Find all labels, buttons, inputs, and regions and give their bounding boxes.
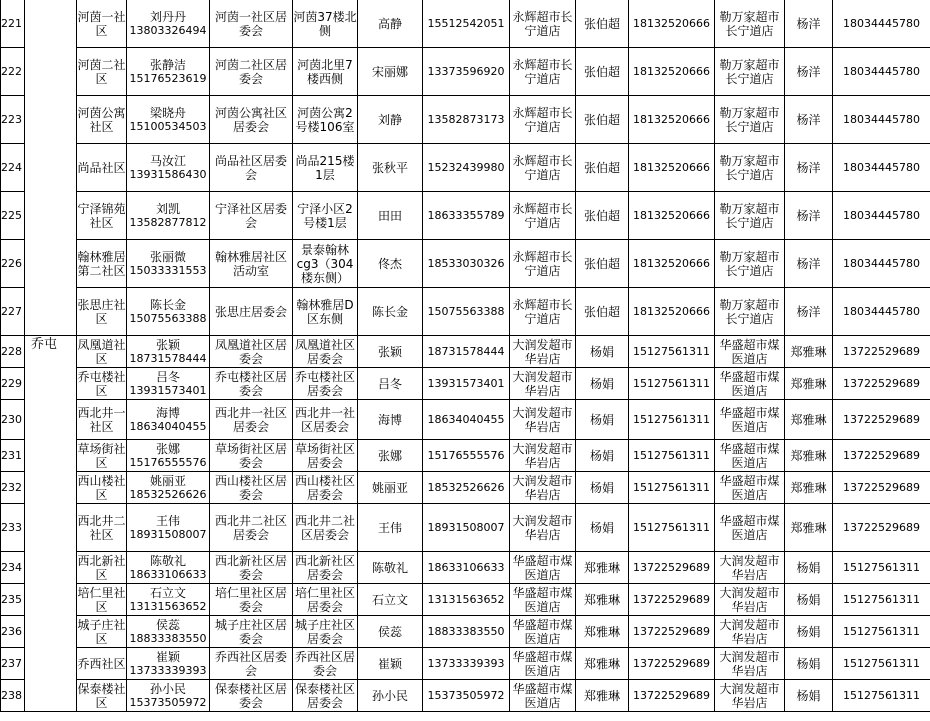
store-b: 勒万家超市长宁道店 [715, 96, 785, 144]
community-name: 河茵公寓社区 [77, 96, 127, 144]
community-name: 草场街社区 [77, 441, 126, 470]
manager-a: 郑雅琳 [576, 648, 629, 680]
manager-b: 郑雅琳 [785, 504, 833, 552]
manager-a: 张伯超 [576, 96, 629, 144]
manager-b: 杨娟 [785, 552, 833, 584]
community-head [127, 616, 210, 648]
head-name: 马汝江 [149, 153, 186, 168]
row-number: 227 [1, 288, 25, 336]
community-head [127, 0, 210, 48]
table-row [1, 648, 930, 680]
contact-phone: 18833383550 [423, 616, 510, 648]
manager-a: 郑雅琳 [576, 680, 629, 712]
contact-name: 石立文 [358, 584, 423, 616]
head-phone: 18731578444 [129, 351, 207, 365]
community-name: 西北新社区 [77, 553, 126, 582]
manager-a-phone: 18132520666 [629, 288, 715, 336]
community-head [127, 440, 210, 472]
store-b: 勒万家超市长宁道店 [715, 288, 785, 336]
store-b: 大润发超市华岩店 [715, 648, 785, 680]
manager-b-phone: 18034445780 [833, 96, 930, 144]
store-b: 大润发超市华岩店 [715, 616, 785, 648]
manager-a: 张伯超 [576, 144, 629, 192]
manager-a: 张伯超 [576, 48, 629, 96]
store-b: 华盛超市煤医道店 [715, 368, 785, 400]
community-head [127, 336, 210, 368]
contact-name: 吕冬 [358, 368, 423, 400]
manager-b-phone: 18034445780 [833, 288, 930, 336]
head-name: 王伟 [155, 513, 180, 528]
manager-a: 杨娟 [576, 504, 629, 552]
store-a: 大润发超市华岩店 [510, 368, 576, 400]
community-name: 张思庄社区 [77, 288, 127, 336]
committee-office: 西北井一社区居委会 [210, 400, 293, 440]
store-a: 华盛超市煤医道店 [510, 680, 576, 712]
head-name: 张丽微 [149, 249, 186, 264]
manager-b-phone: 15127561311 [833, 584, 930, 616]
store-b: 华盛超市煤医道店 [715, 440, 785, 472]
manager-b: 郑雅琳 [785, 472, 833, 504]
contact-phone: 18634040455 [423, 400, 510, 440]
head-phone: 18633106633 [129, 567, 207, 581]
table-row [1, 400, 930, 440]
row-number: 226 [1, 240, 25, 288]
contact-phone: 18532526626 [423, 472, 510, 504]
manager-a-phone: 13722529689 [629, 584, 715, 616]
contact-name: 张颖 [358, 336, 423, 368]
head-name: 侯蕊 [155, 617, 180, 632]
store-b: 华盛超市煤医道店 [715, 336, 785, 368]
manager-a-phone: 15127561311 [629, 368, 715, 400]
row-number: 238 [1, 680, 25, 712]
community-head [127, 368, 210, 400]
contact-name: 侯蕊 [358, 616, 423, 648]
manager-a-phone: 15127561311 [629, 336, 715, 368]
committee-office: 保泰楼社区居委会 [210, 680, 293, 712]
district-name: 乔屯 [25, 336, 77, 712]
community-name: 培仁里社区 [77, 585, 126, 614]
manager-a: 杨娟 [576, 472, 629, 504]
distribution-site: 河茵37楼北侧 [293, 0, 358, 48]
community-name: 西北井一社区 [77, 400, 127, 440]
store-b: 勒万家超市长宁道店 [715, 240, 785, 288]
manager-a: 郑雅琳 [576, 584, 629, 616]
row-number: 222 [1, 48, 25, 96]
community-name: 西北井二社区 [77, 504, 127, 552]
manager-a-phone: 13722529689 [629, 616, 715, 648]
committee-office: 西北新社区居委会 [210, 552, 293, 584]
store-a: 永辉超市长宁道店 [510, 288, 576, 336]
community-head [127, 96, 210, 144]
contact-name: 陈长金 [358, 288, 423, 336]
manager-b: 杨洋 [785, 192, 833, 240]
committee-office: 翰林雅居社区活动室 [210, 240, 293, 288]
distribution-site: 翰林雅居D区东侧 [293, 288, 358, 336]
store-b: 勒万家超市长宁道店 [715, 48, 785, 96]
head-phone: 13803326494 [129, 23, 207, 37]
head-name: 张颖 [155, 337, 180, 352]
contact-phone: 13373596920 [423, 48, 510, 96]
manager-a: 杨娟 [576, 440, 629, 472]
community-name: 河茵二社区 [77, 48, 127, 96]
manager-a: 杨娟 [576, 368, 629, 400]
manager-b: 杨娟 [785, 584, 833, 616]
manager-a-phone: 13722529689 [629, 648, 715, 680]
head-phone: 18833383550 [129, 631, 207, 645]
community-name: 河茵一社区 [77, 0, 127, 48]
table-row [1, 504, 930, 552]
contact-name: 宋丽娜 [358, 48, 423, 96]
manager-b: 杨洋 [785, 0, 833, 48]
head-phone: 15373505972 [129, 695, 207, 709]
community-head [127, 400, 210, 440]
row-number: 234 [1, 552, 25, 584]
table-row [1, 552, 930, 584]
store-b: 大润发超市华岩店 [715, 584, 785, 616]
table-row [1, 368, 930, 400]
contact-name: 高静 [358, 0, 423, 48]
row-number: 232 [1, 472, 25, 504]
store-a: 华盛超市煤医道店 [510, 616, 576, 648]
head-name: 吕冬 [155, 369, 180, 384]
committee-office: 河茵一社区居委会 [210, 0, 293, 48]
head-phone: 13931573401 [129, 383, 207, 397]
committee-office: 城子庄社区居委会 [210, 616, 293, 648]
store-a: 华盛超市煤医道店 [510, 552, 576, 584]
head-name: 石立文 [149, 585, 186, 600]
contact-name: 海博 [358, 400, 423, 440]
head-name: 姚丽亚 [149, 473, 186, 488]
manager-b: 杨娟 [785, 616, 833, 648]
contact-phone: 13582873173 [423, 96, 510, 144]
head-phone: 15100534503 [129, 119, 207, 133]
distribution-site: 保泰楼社区居委会 [293, 680, 358, 712]
table-row [1, 192, 930, 240]
manager-b-phone: 18034445780 [833, 192, 930, 240]
manager-b: 杨洋 [785, 48, 833, 96]
community-head [127, 144, 210, 192]
manager-a-phone: 15127561311 [629, 440, 715, 472]
manager-b-phone: 18034445780 [833, 144, 930, 192]
contact-phone: 15512542051 [423, 0, 510, 48]
store-a: 永辉超市长宁道店 [510, 240, 576, 288]
distribution-site: 西北井二社区居委会 [293, 504, 358, 552]
contact-name: 田田 [358, 192, 423, 240]
manager-b-phone: 13722529689 [833, 472, 930, 504]
manager-b-phone: 13722529689 [833, 400, 930, 440]
contact-phone: 15373505972 [423, 680, 510, 712]
manager-a: 杨娟 [576, 400, 629, 440]
contact-phone: 13931573401 [423, 368, 510, 400]
contact-name: 张娜 [358, 440, 423, 472]
table-row [1, 680, 930, 712]
manager-b-phone: 15127561311 [833, 680, 930, 712]
head-name: 孙小民 [149, 681, 186, 696]
manager-a: 张伯超 [576, 240, 629, 288]
manager-a-phone: 13722529689 [629, 680, 715, 712]
row-number: 235 [1, 584, 25, 616]
contact-phone: 15075563388 [423, 288, 510, 336]
manager-a: 郑雅琳 [576, 552, 629, 584]
district-name [25, 0, 77, 336]
community-head [127, 288, 210, 336]
contact-phone: 13131563652 [423, 584, 510, 616]
manager-b-phone: 13722529689 [833, 368, 930, 400]
contact-phone: 18731578444 [423, 336, 510, 368]
store-b: 勒万家超市长宁道店 [715, 144, 785, 192]
contact-phone: 15232439980 [423, 144, 510, 192]
table-row [1, 96, 930, 144]
contact-name: 姚丽亚 [358, 472, 423, 504]
community-head [127, 648, 210, 680]
contact-name: 孙小民 [358, 680, 423, 712]
contact-name: 张秋平 [358, 144, 423, 192]
row-number: 221 [1, 0, 25, 48]
community-head [127, 240, 210, 288]
committee-office: 河茵二社区居委会 [210, 48, 293, 96]
contact-phone: 18931508007 [423, 504, 510, 552]
contact-name: 刘静 [358, 96, 423, 144]
manager-b: 杨洋 [785, 240, 833, 288]
manager-a-phone: 15127561311 [629, 504, 715, 552]
manager-b: 杨洋 [785, 144, 833, 192]
distribution-site: 西山楼社区居委会 [293, 472, 358, 504]
manager-b-phone: 18034445780 [833, 240, 930, 288]
distribution-site: 草场街社区居委会 [293, 440, 358, 472]
head-phone: 13131563652 [129, 599, 207, 613]
head-phone: 15176523619 [129, 71, 207, 85]
row-number: 228 [1, 336, 25, 368]
store-a: 大润发超市华岩店 [510, 400, 576, 440]
community-head [127, 504, 210, 552]
head-name: 张静洁 [149, 57, 186, 72]
manager-a: 郑雅琳 [576, 616, 629, 648]
store-a: 大润发超市华岩店 [510, 336, 576, 368]
store-b: 华盛超市煤医道店 [715, 472, 785, 504]
manager-a-phone: 18132520666 [629, 48, 715, 96]
table-row [1, 616, 930, 648]
manager-b: 杨洋 [785, 96, 833, 144]
row-number: 229 [1, 368, 25, 400]
table-row [1, 144, 930, 192]
store-b: 勒万家超市长宁道店 [715, 0, 785, 48]
community-name: 凤凰道社区 [77, 337, 126, 366]
store-b: 勒万家超市长宁道店 [715, 192, 785, 240]
committee-office: 张思庄居委会 [210, 288, 293, 336]
manager-a-phone: 18132520666 [629, 96, 715, 144]
manager-b: 郑雅琳 [785, 440, 833, 472]
table-row [1, 240, 930, 288]
table-row [1, 48, 930, 96]
head-phone: 18931508007 [129, 527, 207, 541]
manager-b-phone: 13722529689 [833, 504, 930, 552]
row-number: 223 [1, 96, 25, 144]
head-phone: 15033331553 [129, 263, 207, 277]
store-a: 永辉超市长宁道店 [510, 96, 576, 144]
manager-a: 张伯超 [576, 192, 629, 240]
community-name: 翰林雅居第二社区 [77, 240, 127, 288]
head-name: 刘丹丹 [149, 9, 186, 24]
head-phone: 13931586430 [129, 167, 207, 181]
contact-name: 陈敬礼 [358, 552, 423, 584]
manager-a-phone: 18132520666 [629, 144, 715, 192]
manager-b-phone: 15127561311 [833, 552, 930, 584]
store-b: 华盛超市煤医道店 [715, 400, 785, 440]
head-phone: 18532526626 [129, 487, 207, 501]
distribution-site: 景泰翰林cg3（304楼东侧） [293, 240, 358, 288]
head-name: 刘凯 [155, 201, 180, 216]
manager-b: 杨娟 [785, 648, 833, 680]
store-a: 永辉超市长宁道店 [510, 0, 576, 48]
community-head [127, 48, 210, 96]
distribution-site: 凤凰道社区居委会 [293, 336, 358, 368]
store-b: 华盛超市煤医道店 [715, 504, 785, 552]
contact-name: 崔颖 [358, 648, 423, 680]
distribution-site: 城子庄社区居委会 [293, 616, 358, 648]
manager-a-phone: 18132520666 [629, 192, 715, 240]
community-name: 西山楼社区 [77, 473, 126, 502]
table-row [1, 584, 930, 616]
distribution-site: 宁泽小区2号楼1层 [293, 192, 358, 240]
community-head [127, 192, 210, 240]
table-row [1, 336, 930, 368]
distribution-site: 河茵公寓2号楼106室 [293, 96, 358, 144]
community-head [127, 472, 210, 504]
head-name: 崔颖 [155, 649, 180, 664]
row-number: 225 [1, 192, 25, 240]
committee-office: 河茵公寓社区居委会 [210, 96, 293, 144]
manager-b: 杨娟 [785, 680, 833, 712]
committee-office: 凤凰道社区居委会 [210, 336, 293, 368]
row-number: 237 [1, 648, 25, 680]
store-b: 大润发超市华岩店 [715, 552, 785, 584]
store-a: 大润发超市华岩店 [510, 504, 576, 552]
head-phone: 15075563388 [129, 311, 207, 325]
table-row [1, 472, 930, 504]
committee-office: 培仁里社区居委会 [210, 584, 293, 616]
manager-a: 张伯超 [576, 0, 629, 48]
manager-b-phone: 18034445780 [833, 48, 930, 96]
manager-b-phone: 15127561311 [833, 648, 930, 680]
store-a: 华盛超市煤医道店 [510, 584, 576, 616]
community-head [127, 584, 210, 616]
store-a: 永辉超市长宁道店 [510, 144, 576, 192]
manager-b-phone: 15127561311 [833, 616, 930, 648]
distribution-site: 西北新社区居委会 [293, 552, 358, 584]
manager-a-phone: 18132520666 [629, 0, 715, 48]
committee-office: 草场街社区居委会 [210, 440, 293, 472]
head-name: 张娜 [155, 441, 180, 456]
head-name: 梁晓舟 [149, 105, 186, 120]
distribution-site: 河茵北里7楼西侧 [293, 48, 358, 96]
community-head [127, 552, 210, 584]
contact-phone: 15176555576 [423, 440, 510, 472]
store-a: 大润发超市华岩店 [510, 472, 576, 504]
manager-a: 杨娟 [576, 336, 629, 368]
head-name: 陈长金 [149, 297, 186, 312]
committee-office: 尚品社区居委会 [210, 144, 293, 192]
committee-office: 西山楼社区居委会 [210, 472, 293, 504]
manager-a-phone: 13722529689 [629, 552, 715, 584]
manager-b: 郑雅琳 [785, 368, 833, 400]
head-phone: 15176555576 [129, 455, 207, 469]
community-head [127, 680, 210, 712]
community-name: 乔屯楼社区 [77, 369, 126, 398]
store-b: 大润发超市华岩店 [715, 680, 785, 712]
community-name: 城子庄社区 [77, 617, 126, 646]
distribution-site: 乔屯楼社区居委会 [293, 368, 358, 400]
store-a: 大润发超市华岩店 [510, 440, 576, 472]
manager-b: 郑雅琳 [785, 336, 833, 368]
head-name: 海博 [155, 405, 180, 420]
distribution-site: 尚品215楼1层 [293, 144, 358, 192]
store-a: 华盛超市煤医道店 [510, 648, 576, 680]
head-phone: 13582877812 [129, 215, 207, 229]
row-number: 233 [1, 504, 25, 552]
distribution-site: 培仁里社区居委会 [293, 584, 358, 616]
manager-b-phone: 18034445780 [833, 0, 930, 48]
table-row [1, 288, 930, 336]
distribution-site: 乔西社区居委会 [293, 648, 358, 680]
head-name: 陈敬礼 [149, 553, 186, 568]
row-number: 236 [1, 616, 25, 648]
distribution-site: 西北井一社区居委会 [293, 400, 358, 440]
manager-a-phone: 15127561311 [629, 400, 715, 440]
community-name: 尚品社区 [77, 144, 127, 192]
contact-name: 王伟 [358, 504, 423, 552]
manager-b: 郑雅琳 [785, 400, 833, 440]
contact-phone: 13733339393 [423, 648, 510, 680]
head-phone: 18634040455 [129, 419, 207, 433]
manager-a-phone: 15127561311 [629, 472, 715, 504]
store-a: 永辉超市长宁道店 [510, 192, 576, 240]
store-a: 永辉超市长宁道店 [510, 48, 576, 96]
manager-b: 杨洋 [785, 288, 833, 336]
community-name: 宁泽锦苑社区 [77, 192, 127, 240]
manager-a-phone: 18132520666 [629, 240, 715, 288]
committee-office: 西北井二社区居委会 [210, 504, 293, 552]
committee-office: 宁泽社区居委会 [210, 192, 293, 240]
contact-phone: 18633106633 [423, 552, 510, 584]
contact-phone: 18533030326 [423, 240, 510, 288]
community-name: 乔西社区 [77, 648, 127, 680]
row-number: 230 [1, 400, 25, 440]
manager-b-phone: 13722529689 [833, 336, 930, 368]
row-number: 224 [1, 144, 25, 192]
contact-name: 佟杰 [358, 240, 423, 288]
table-row [1, 0, 930, 48]
committee-office: 乔西社区居委会 [210, 648, 293, 680]
head-phone: 13733339393 [129, 663, 207, 677]
manager-b-phone: 13722529689 [833, 440, 930, 472]
row-number: 231 [1, 440, 25, 472]
table-row [1, 440, 930, 472]
manager-a: 张伯超 [576, 288, 629, 336]
contact-phone: 18633355789 [423, 192, 510, 240]
committee-office: 乔屯楼社区居委会 [210, 368, 293, 400]
community-name: 保泰楼社区 [77, 681, 126, 710]
